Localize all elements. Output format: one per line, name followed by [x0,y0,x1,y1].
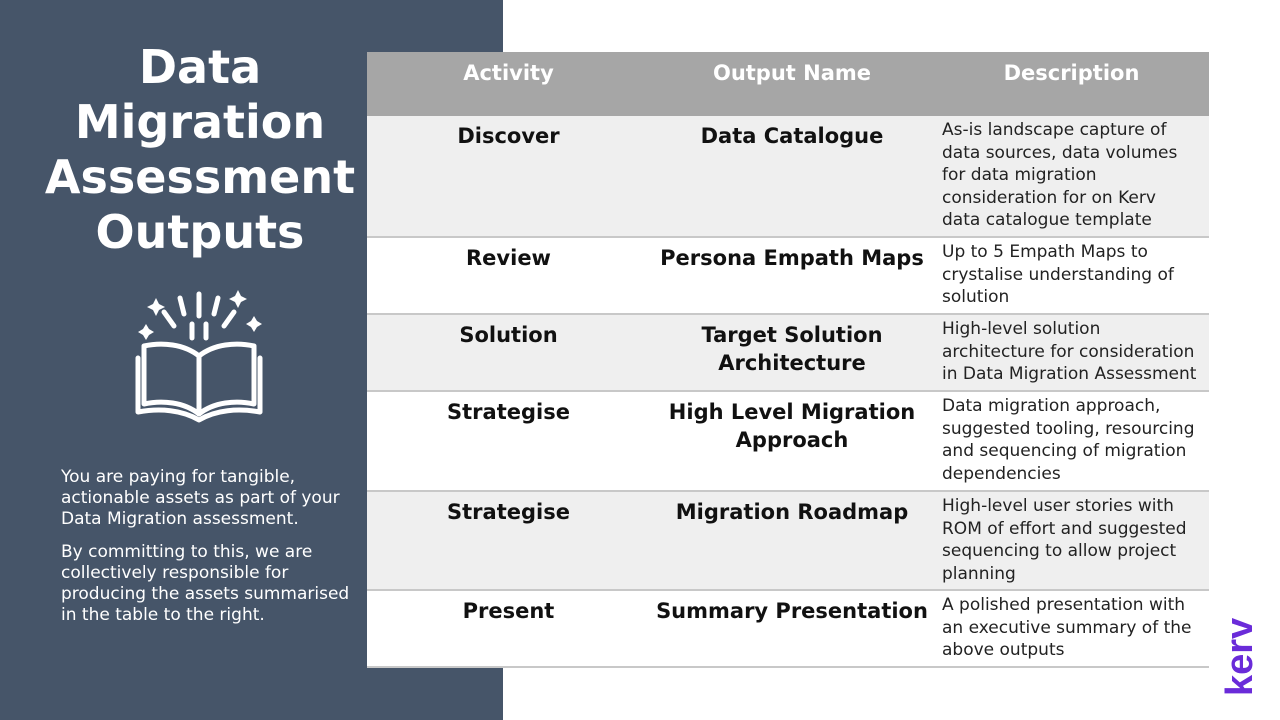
header-output-name: Output Name [712,61,872,85]
output-cell: Migration Roadmap [675,500,909,524]
table-header [367,52,1209,116]
description-cell: High-level user stories with ROM of effort and suggested sequencing to allow project planning [942,496,1187,584]
activity-cell: Present [462,599,555,623]
output-cell: Data Catalogue [700,124,884,148]
body-text [61,467,351,638]
logo-text: kerv [1219,617,1261,696]
table-row [367,591,1209,668]
activity-cell: Solution [459,323,558,347]
title-line: Data [138,40,262,94]
header-activity: Activity [463,61,554,85]
output-cell: Summary Presentation [656,599,928,623]
table-row [367,392,1209,492]
output-cell: Persona Empath Maps [660,246,924,270]
activity-cell: Review [466,246,551,270]
description-cell: Up to 5 Empath Maps to crystalise understanding of solution [942,242,1174,307]
header-description: Description [1003,61,1140,85]
table-row [367,492,1209,591]
description-cell: A polished presentation with an executive summary of the above outputs [942,595,1192,660]
activity-cell: Strategise [447,500,570,524]
table-row [367,315,1209,392]
kerv-logo [1219,606,1261,698]
description-cell: High-level solution architecture for consideration in Data Migration Assessment [942,319,1197,384]
description-cell: As-is landscape capture of data sources, data volumes for data migration consideration for on Kerv data catalogue template [942,120,1178,230]
activity-cell: Discover [457,124,560,148]
body-paragraph: You are paying for tangible, actionable assets as part of your Data Migration assessment. [61,467,340,529]
output-cell: High Level Migration Approach [668,400,916,452]
slide-title [0,40,400,260]
description-cell: Data migration approach, suggested tooling, resourcing and sequencing of migration dependencies [942,396,1195,484]
title-line: Outputs [95,205,305,259]
activity-cell: Strategise [447,400,570,424]
outputs-table [367,52,1209,668]
table-row [367,116,1209,238]
title-line: Assessment [44,150,356,204]
title-line: Migration [74,95,326,149]
body-paragraph: By committing to this, we are collectively responsible for producing the assets summarised in the table to the right. [61,542,350,625]
table-row [367,238,1209,315]
open-book-sparkle-icon [134,286,264,426]
output-cell: Target Solution Architecture [701,323,883,375]
